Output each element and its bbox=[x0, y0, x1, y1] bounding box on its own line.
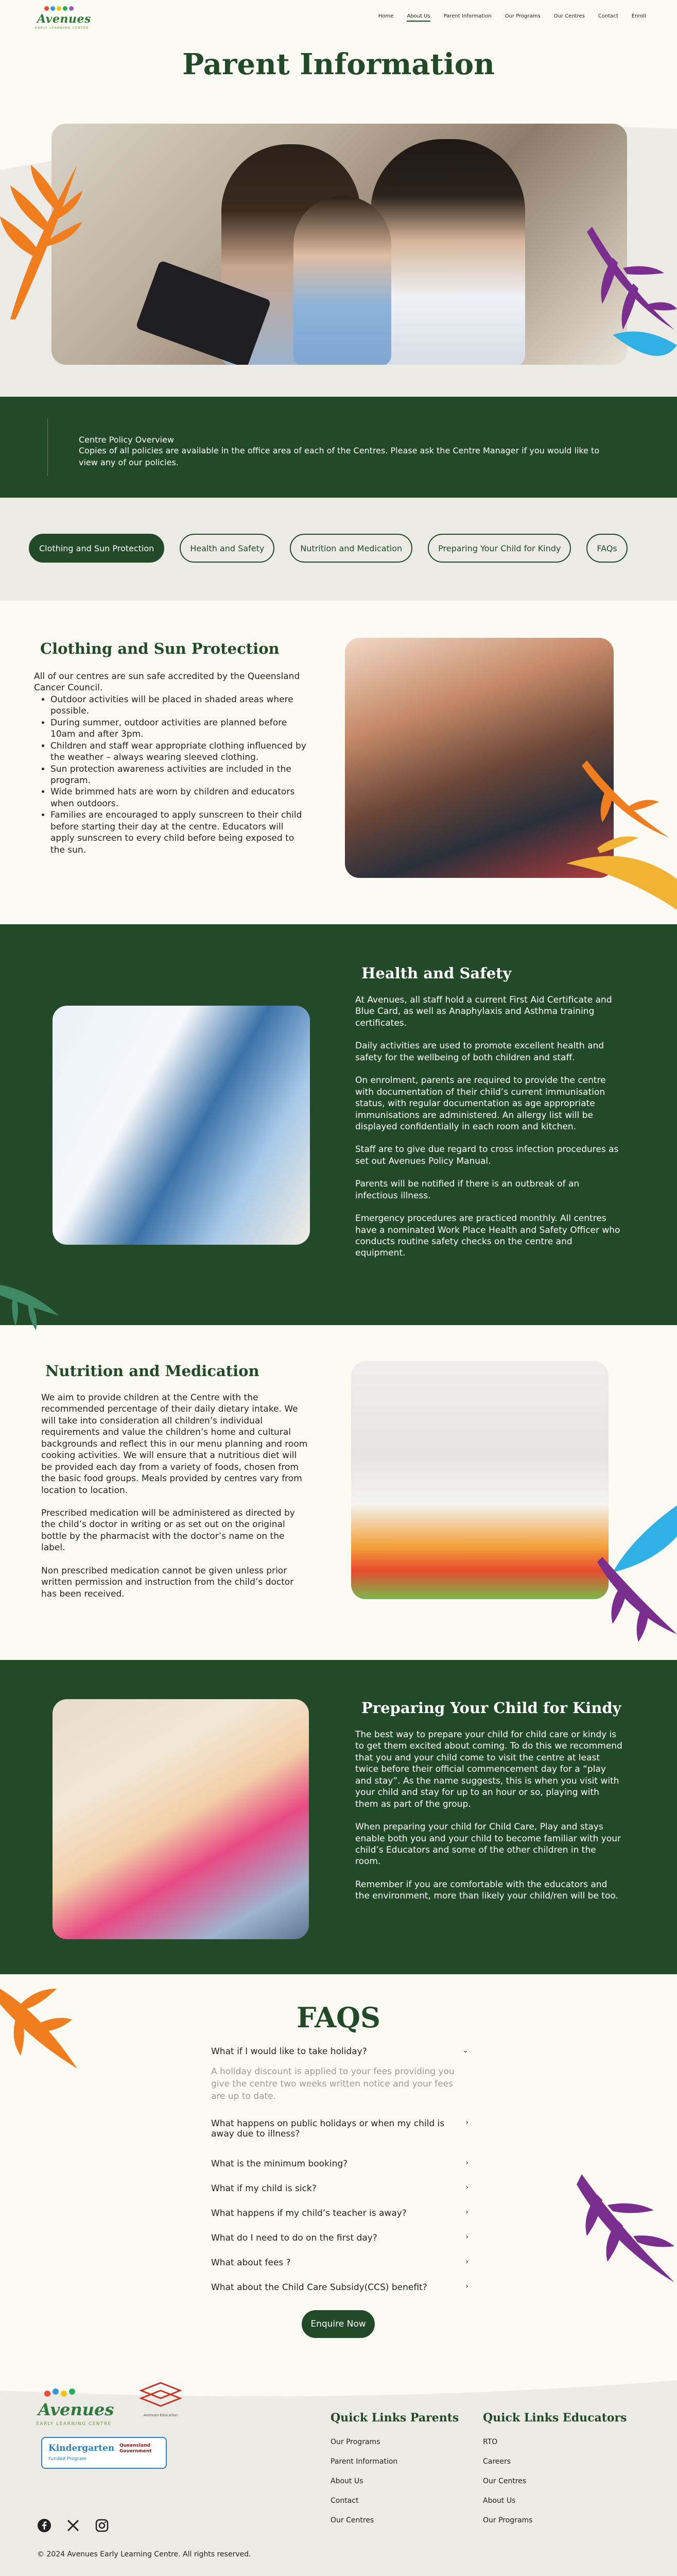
policy-heading: Centre Policy Overview bbox=[79, 435, 175, 445]
footer-logo[interactable] bbox=[34, 2388, 121, 2430]
faq-question[interactable] bbox=[211, 2208, 468, 2218]
faq-question[interactable] bbox=[211, 2183, 468, 2194]
kindy-title: Preparing Your Child for Kindy bbox=[361, 1699, 621, 1717]
page-title: Parent Information bbox=[182, 47, 495, 81]
faq-question[interactable] bbox=[211, 2233, 468, 2243]
faq-item-open bbox=[211, 2046, 468, 2103]
nutrition-section bbox=[0, 1325, 677, 1660]
facebook-icon[interactable] bbox=[37, 2518, 51, 2533]
chevron-right-icon: › bbox=[465, 2233, 468, 2241]
tab-nutrition-medication[interactable]: Nutrition and Medication bbox=[290, 534, 412, 563]
faq-question-text: What about fees ? bbox=[211, 2258, 291, 2268]
site-header bbox=[0, 0, 677, 33]
list-item: • During summer, outdoor activities are planned before 10am and after 3pm. bbox=[50, 717, 307, 740]
health-section bbox=[0, 924, 677, 1325]
faq-item bbox=[211, 2119, 468, 2139]
faq-item bbox=[211, 2208, 468, 2218]
kindergarten-badge bbox=[41, 2437, 167, 2469]
tab-preparing-for-kindy[interactable]: Preparing Your Child for Kindy bbox=[428, 534, 571, 563]
instagram-icon[interactable] bbox=[95, 2518, 109, 2533]
chevron-right-icon: › bbox=[465, 2282, 468, 2291]
kindergarten-badge-text: Kindergarten bbox=[48, 2443, 115, 2453]
faq-title: FAQS bbox=[296, 2001, 381, 2034]
footer-link[interactable]: Contact bbox=[331, 2497, 359, 2505]
copyright-text: © 2024 Avenues Early Learning Centre. All rights reserved. bbox=[37, 2550, 251, 2558]
queensland-government-badge: Queensland Government bbox=[119, 2443, 152, 2454]
kindy-paragraph: Remember if you are comfortable with the educators and the environment, more than likely your child/ren will be too. bbox=[355, 1879, 618, 1902]
child-fruit-photo bbox=[351, 1361, 609, 1599]
footer-parents-heading: Quick Links Parents bbox=[331, 2411, 459, 2425]
health-text bbox=[355, 994, 623, 1270]
nav-parent-information[interactable]: Parent Information bbox=[443, 13, 492, 19]
health-paragraph: At Avenues, all staff hold a current First Aid Certificate and Blue Card, as well as Anaphylaxis and Asthma training certificates. bbox=[355, 995, 612, 1028]
faq-item bbox=[211, 2183, 468, 2194]
faq-question-text: What happens on public holidays or when my child is away due to illness? bbox=[211, 2119, 445, 2139]
list-item: • Sun protection awareness activities are included in the program. bbox=[50, 764, 307, 787]
faq-answer: A holiday discount is applied to your fees providing you give the centre two weeks written notice and your fees are up to date. bbox=[211, 2066, 455, 2102]
health-paragraph: Daily activities are used to promote excellent health and safety for the wellbeing of both children and staff. bbox=[355, 1041, 604, 1063]
kindy-section bbox=[0, 1660, 677, 1974]
chevron-right-icon: › bbox=[465, 2208, 468, 2216]
faq-question-text: What happens if my child’s teacher is away? bbox=[211, 2208, 407, 2218]
nutrition-paragraph: We aim to provide children at the Centre with the recommended percentage of their daily dietary intake. We will take into consideration all children’s individual requirements and value the children’s home and cultural backgrounds and reflect this in our menu planning and room cooking activities. We will ensure that a nutritious diet will be provided each day from a variety of foods, chosen from the basic food groups. Meals provided by centres vary from location to location. bbox=[41, 1393, 308, 1496]
nutrition-paragraph: Prescribed medication will be administered as directed by the child’s doctor in writing or as set out on the original bottle by the pharmacist with the doctor’s name on the label. bbox=[41, 1507, 295, 1553]
nutrition-text bbox=[41, 1392, 309, 1611]
policy-text: Copies of all policies are available in the office area of each of the Centres. Please ask the Centre Manager if you would like to view any of our policies. bbox=[79, 446, 600, 468]
health-paragraph: On enrolment, parents are required to provide the centre with documentation of their child’s current immunisation status, with regular documentation as age appropriate immunisations are administered. An allergy list will be displayed confidentially in each room and kitchen. bbox=[355, 1075, 606, 1132]
faq-item bbox=[211, 2159, 468, 2169]
faq-question[interactable] bbox=[211, 2282, 468, 2293]
association-logo bbox=[139, 2380, 182, 2427]
health-title: Health and Safety bbox=[361, 964, 512, 982]
chevron-right-icon: › bbox=[465, 2159, 468, 2167]
chevron-right-icon: › bbox=[465, 2119, 468, 2127]
health-paragraph: Parents will be notified if there is an outbreak of an infectious illness. bbox=[355, 1179, 580, 1201]
nav-home[interactable]: Home bbox=[378, 13, 394, 19]
list-item: • Families are encouraged to apply sunscreen to their child before starting their day at the centre. Educators will apply sunscreen to every child before being exposed to the sun. bbox=[50, 809, 307, 856]
association-logo-text: Avenues Education bbox=[143, 2413, 178, 2417]
faq-item bbox=[211, 2233, 468, 2243]
clothing-intro: All of our centres are sun safe accredited by the Queensland Cancer Council. bbox=[34, 671, 300, 693]
doctor-child-photo bbox=[53, 1006, 310, 1245]
policy-overview-band bbox=[0, 397, 677, 498]
footer-link[interactable]: RTO bbox=[483, 2438, 498, 2446]
footer-link[interactable]: Our Programs bbox=[483, 2516, 533, 2524]
footer-link[interactable]: Our Centres bbox=[331, 2516, 374, 2524]
logo-name: Avenues bbox=[37, 12, 91, 26]
enquire-now-button[interactable]: Enquire Now bbox=[302, 2310, 375, 2338]
faq-question-text: What about the Child Care Subsidy(CCS) benefit? bbox=[211, 2282, 427, 2293]
teal-leaf-icon bbox=[0, 1275, 62, 1331]
nav-about-us[interactable]: About Us bbox=[407, 13, 430, 22]
faq-item bbox=[211, 2282, 468, 2293]
nutrition-title: Nutrition and Medication bbox=[45, 1362, 259, 1380]
site-footer bbox=[0, 2375, 677, 2576]
purple-leaf-icon bbox=[571, 2174, 677, 2287]
nav-our-programs[interactable]: Our Programs bbox=[505, 13, 541, 19]
x-twitter-icon[interactable] bbox=[66, 2518, 80, 2533]
faq-question[interactable] bbox=[211, 2258, 468, 2268]
clothing-list bbox=[50, 694, 307, 856]
list-item: • Children and staff wear appropriate clothing influenced by the weather – always wearing sleeved clothing. bbox=[50, 740, 307, 764]
footer-logo-name: Avenues bbox=[38, 2400, 114, 2419]
tab-health-safety[interactable]: Health and Safety bbox=[180, 534, 274, 563]
footer-logo-tagline: EARLY LEARNING CENTRE bbox=[36, 2421, 112, 2427]
purple-blue-leaf-icon bbox=[582, 227, 677, 381]
footer-link[interactable]: Our Programs bbox=[331, 2438, 380, 2446]
nav-contact[interactable]: Contact bbox=[598, 13, 618, 19]
footer-link[interactable]: About Us bbox=[331, 2477, 363, 2485]
section-tabs bbox=[29, 534, 628, 563]
toddler-photo bbox=[53, 1699, 309, 1939]
nav-our-centres[interactable]: Our Centres bbox=[553, 13, 585, 19]
footer-educators-heading: Quick Links Educators bbox=[483, 2411, 627, 2425]
clothing-section bbox=[0, 601, 677, 924]
section-tabs-band bbox=[0, 498, 677, 601]
orange-yellow-leaf-icon bbox=[566, 760, 677, 910]
clothing-text bbox=[34, 671, 307, 856]
faq-question[interactable] bbox=[211, 2119, 468, 2139]
footer-link[interactable]: Parent Information bbox=[331, 2458, 398, 2466]
chevron-right-icon: › bbox=[465, 2258, 468, 2266]
chevron-right-icon: › bbox=[465, 2183, 468, 2192]
faq-question-text: What is the minimum booking? bbox=[211, 2159, 348, 2169]
nav-enroll[interactable]: Enroll bbox=[631, 13, 646, 19]
faq-question[interactable] bbox=[211, 2159, 468, 2169]
list-item: • Outdoor activities will be placed in shaded areas where possible. bbox=[50, 694, 307, 717]
kindy-paragraph: The best way to prepare your child for child care or kindy is to get them excited about coming. To do this we recommend that you and your child come to visit the centre at least twice before their official commencement day for a “play and stay”. As the name suggests, this is when you visit with your child and stay for up to an hour or so, playing with them as part of the group. bbox=[355, 1730, 622, 1809]
kindy-paragraph: When preparing your child for Child Care, Play and stays enable both you and your child to become familiar with your child’s Educators and some of the other children in the room. bbox=[355, 1822, 621, 1867]
faq-question-text: What if my child is sick? bbox=[211, 2183, 317, 2194]
kindy-text bbox=[355, 1729, 623, 1913]
faq-question[interactable] bbox=[211, 2046, 468, 2057]
chevron-down-icon: ⌄ bbox=[462, 2046, 468, 2055]
kindergarten-badge-sub: Funded Program bbox=[48, 2456, 86, 2462]
faq-item bbox=[211, 2258, 468, 2268]
main-nav bbox=[378, 13, 646, 22]
orange-leaf-icon bbox=[0, 1984, 80, 2071]
health-paragraph: Staff are to give due regard to cross infection procedures as set out Avenues Policy Manual. bbox=[355, 1144, 619, 1166]
faq-question-text: What do I need to do on the first day? bbox=[211, 2233, 377, 2243]
health-paragraph: Emergency procedures are practiced monthly. All centres have a nominated Work Place Health and Safety Officer who conducts routine safety checks on the centre and equipment. bbox=[355, 1213, 620, 1259]
tab-faqs[interactable]: FAQs bbox=[586, 534, 627, 563]
list-item: • Wide brimmed hats are worn by children and educators when outdoors. bbox=[50, 786, 307, 809]
tab-clothing-sun-protection[interactable]: Clothing and Sun Protection bbox=[29, 534, 164, 563]
nutrition-paragraph: Non prescribed medication cannot be given unless prior written permission and instruction from the child’s doctor has been received. bbox=[41, 1565, 294, 1599]
avenues-logo[interactable] bbox=[34, 4, 91, 33]
logo-tagline: EARLY LEARNING CENTRE bbox=[35, 26, 89, 30]
footer-link[interactable]: About Us bbox=[483, 2497, 516, 2505]
faq-question-text: What if I would like to take holiday? bbox=[211, 2046, 367, 2057]
clothing-title: Clothing and Sun Protection bbox=[40, 640, 280, 657]
hero-family-photo bbox=[51, 124, 627, 365]
orange-leaf-icon bbox=[0, 155, 82, 325]
footer-link[interactable]: Our Centres bbox=[483, 2477, 527, 2485]
footer-link[interactable]: Careers bbox=[483, 2458, 511, 2466]
purple-blue-leaf-icon bbox=[592, 1505, 677, 1645]
